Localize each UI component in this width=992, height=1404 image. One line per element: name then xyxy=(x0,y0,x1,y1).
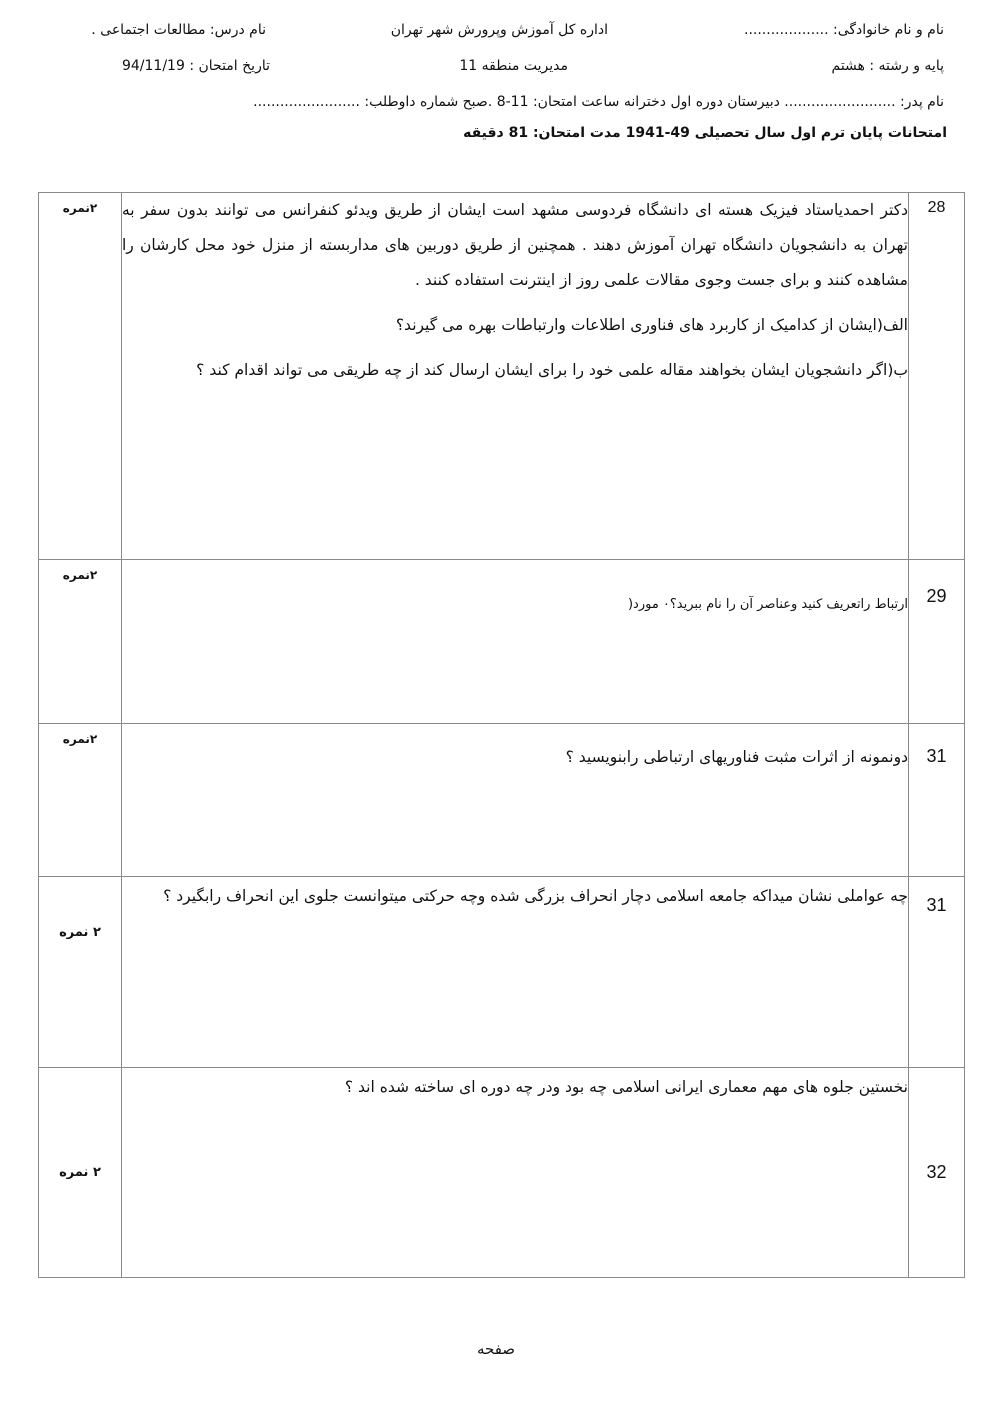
question-number: 31 xyxy=(909,724,965,877)
question-line: ارتباط راتعریف کنید وعناصر آن را نام ببرید؟۰ مورد( xyxy=(627,597,908,612)
question-text xyxy=(122,560,909,724)
question-row xyxy=(39,560,965,724)
exam-info: امتحانات پایان ترم اول سال تحصیلی 49-1941 مدت امتحان: 81 دقیقه xyxy=(463,125,947,141)
question-text: چه عواملی نشان میداکه جامعه اسلامی دچار انحراف بزرگی شده وچه حرکتی میتوانست جلوی این انحراف رابگیرد ؟ xyxy=(122,877,909,1068)
question-points: ۲ نمره xyxy=(39,1068,122,1278)
question-number: 29 xyxy=(909,560,965,724)
district-name: مدیریت منطقه 11 xyxy=(459,58,568,74)
question-points: ۲نمره xyxy=(39,560,122,724)
question-part-b: ب(اگر دانشجویان ایشان بخواهند مقاله علمی خود را برای ایشان ارسال کند از چه طریقی می تواند اقدام کند ؟ xyxy=(196,361,908,379)
question-row xyxy=(39,193,965,560)
page-footer: صفحه xyxy=(476,1340,516,1358)
question-text: نخستین جلوه های مهم معماری ایرانی اسلامی چه بود ودر چه دوره ای ساخته شده اند ؟ xyxy=(122,1068,909,1278)
questions-table xyxy=(38,192,965,1278)
question-text xyxy=(122,193,909,560)
education-office: اداره کل آموزش وپرورش شهر تهران xyxy=(390,22,608,38)
question-points: ۲نمره xyxy=(39,724,122,877)
question-points: ۲ نمره xyxy=(39,877,122,1068)
question-row xyxy=(39,1068,965,1278)
question-number: 32 xyxy=(909,1068,965,1278)
question-points: ۲نمره xyxy=(39,193,122,560)
question-paragraph: دکتر احمدیاستاد فیزیک هسته ای دانشگاه فردوسی مشهد است ایشان از طریق ویدئو کنفرانس می توانند بدون سفر به تهران به دانشجویان دانشگاه تهران آموزش دهند . همچنین از طریق دوربین های مداربسته از منزل خود محل کارشان را مشاهده کنند و برای جست وجوی مقالات علمی روز از اینترنت استفاده کنند . xyxy=(122,201,908,289)
question-row xyxy=(39,724,965,877)
question-row xyxy=(39,877,965,1068)
course-name: نام درس: مطالعات اجتماعی . xyxy=(91,22,266,38)
student-name-field: نام و نام خانوادگی: ................... xyxy=(744,22,944,38)
father-school-time-line: نام پدر: ......................... دبیرستان دوره اول دخترانه ساعت امتحان: 11-8 .صبح شماره داوطلب: ........................ xyxy=(253,94,944,110)
question-part-a: الف(ایشان از کدامیک از کاربرد های فناوری اطلاعات وارتباطات بهره می گیرند؟ xyxy=(395,316,908,334)
question-text: دونمونه از اثرات مثبت فناوریهای ارتباطی رابنویسید ؟ xyxy=(122,724,909,877)
exam-date: تاریخ امتحان : 94/11/19 xyxy=(121,58,270,74)
grade-field: پایه و رشته : هشتم xyxy=(831,58,944,74)
question-number: 31 xyxy=(909,877,965,1068)
question-number: 28 xyxy=(909,193,965,560)
